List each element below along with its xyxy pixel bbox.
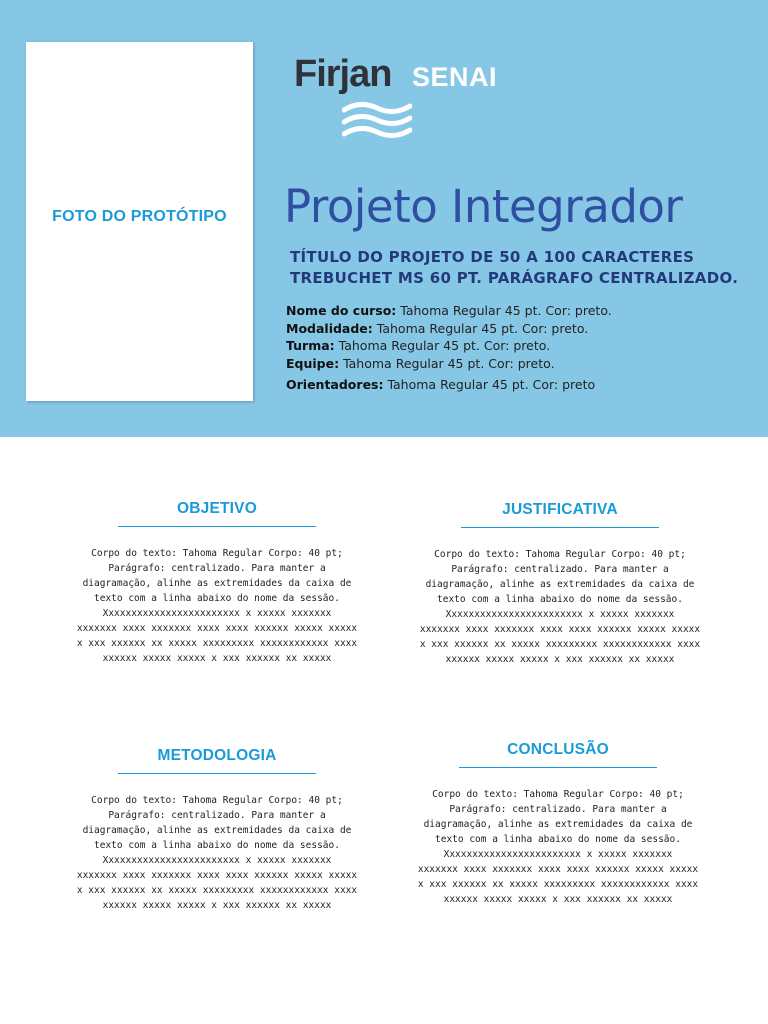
body-line: diagramação, alinhe as extremidades da caixa de: [82, 578, 352, 589]
body-line: xxxxxxx xxxx xxxxxxx xxxx xxxx xxxxxx xxxxx xxxxx: [419, 624, 701, 635]
subtitle-line: TÍTULO DO PROJETO DE 50 A 100 CARACTERES: [290, 248, 695, 266]
section-justificativa: [410, 500, 710, 667]
section-metodologia: [67, 746, 367, 913]
body-line: x xxx xxxxxx xx xxxxx xxxxxxxxx xxxxxxxxxxxx xxxx: [76, 638, 358, 649]
info-team: [286, 355, 746, 373]
body-line: xxxxxx xxxxx xxxxx x xxx xxxxxx xx xxxxx: [102, 653, 332, 664]
info-class: [286, 337, 746, 355]
section-underline: [461, 527, 659, 528]
body-line: Xxxxxxxxxxxxxxxxxxxxxxxx x xxxxx xxxxxxx: [102, 608, 332, 619]
body-line: Xxxxxxxxxxxxxxxxxxxxxxxx x xxxxx xxxxxxx: [102, 855, 332, 866]
section-body-text: [408, 787, 708, 907]
body-line: texto com a linha abaixo do nome da sessão.: [94, 593, 340, 604]
body-line: x xxx xxxxxx xx xxxxx xxxxxxxxx xxxxxxxxxxxx xxxx: [417, 879, 699, 890]
info-key: Orientadores:: [286, 377, 384, 392]
body-line: Corpo do texto: Tahoma Regular Corpo: 40 pt;: [91, 795, 343, 806]
body-line: xxxxxxx xxxx xxxxxxx xxxx xxxx xxxxxx xxxxx xxxxx: [76, 870, 358, 881]
body-line: xxxxxxx xxxx xxxxxxx xxxx xxxx xxxxxx xxxxx xxxxx: [76, 623, 358, 634]
info-value: Tahoma Regular 45 pt. Cor: preto.: [396, 303, 612, 318]
subtitle-line: TREBUCHET MS 60 PT. PARÁGRAFO CENTRALIZADO.: [290, 269, 739, 287]
body-line: Parágrafo: centralizado. Para manter a: [108, 563, 326, 574]
info-advisors: [286, 376, 746, 394]
body-line: Corpo do texto: Tahoma Regular Corpo: 40 pt;: [432, 789, 684, 800]
body-line: Parágrafo: centralizado. Para manter a: [451, 564, 669, 575]
firjan-senai-logo: [294, 52, 514, 152]
section-underline: [118, 526, 316, 527]
photo-placeholder-label: FOTO DO PROTÓTIPO: [52, 207, 227, 225]
info-value: Tahoma Regular 45 pt. Cor: preto: [383, 377, 596, 392]
body-line: Xxxxxxxxxxxxxxxxxxxxxxxx x xxxxx xxxxxxx: [445, 609, 675, 620]
body-line: Corpo do texto: Tahoma Regular Corpo: 40 pt;: [91, 548, 343, 559]
project-subtitle: [290, 247, 750, 289]
prototype-photo-placeholder: [26, 42, 253, 401]
section-heading: JUSTIFICATIVA: [502, 501, 618, 518]
info-course-name: [286, 302, 746, 320]
section-body-text: [67, 546, 367, 666]
course-info-list: [286, 302, 746, 394]
info-key: Modalidade:: [286, 320, 373, 336]
body-line: texto com a linha abaixo do nome da sessão.: [94, 840, 340, 851]
info-modality: [286, 320, 746, 338]
body-line: xxxxxx xxxxx xxxxx x xxx xxxxxx xx xxxxx: [443, 894, 673, 905]
body-line: x xxx xxxxxx xx xxxxx xxxxxxxxx xxxxxxxxxxxx xxxx: [419, 639, 701, 650]
logo-waves-icon: [342, 100, 412, 146]
section-heading: METODOLOGIA: [157, 747, 277, 764]
project-title: Projeto Integrador: [284, 180, 683, 233]
logo-senai-text: SENAI: [412, 62, 498, 92]
body-line: xxxxxx xxxxx xxxxx x xxx xxxxxx xx xxxxx: [102, 900, 332, 911]
body-line: x xxx xxxxxx xx xxxxx xxxxxxxxx xxxxxxxxxxxx xxxx: [76, 885, 358, 896]
body-line: diagramação, alinhe as extremidades da caixa de: [82, 825, 352, 836]
section-heading: OBJETIVO: [177, 500, 257, 517]
section-body-text: [410, 547, 710, 667]
logo-firjan-text: Firjan: [294, 53, 392, 95]
section-objetivo: [67, 499, 367, 666]
body-line: diagramação, alinhe as extremidades da caixa de: [423, 819, 693, 830]
info-key: Nome do curso:: [286, 303, 397, 318]
info-key: Turma:: [286, 338, 335, 353]
info-key: Equipe:: [286, 355, 340, 371]
section-underline: [118, 773, 316, 774]
body-line: texto com a linha abaixo do nome da sessão.: [437, 594, 683, 605]
body-line: xxxxxx xxxxx xxxxx x xxx xxxxxx xx xxxxx: [445, 654, 675, 665]
body-line: Corpo do texto: Tahoma Regular Corpo: 40 pt;: [434, 549, 686, 560]
body-line: xxxxxxx xxxx xxxxxxx xxxx xxxx xxxxxx xxxxx xxxxx: [417, 864, 699, 875]
info-value: Tahoma Regular 45 pt. Cor: preto.: [334, 338, 551, 353]
section-conclusao: [408, 740, 708, 907]
info-value: Tahoma Regular 45 pt. Cor: preto.: [339, 355, 555, 371]
body-line: diagramação, alinhe as extremidades da caixa de: [425, 579, 695, 590]
header-banner: [0, 0, 768, 437]
body-line: texto com a linha abaixo do nome da sessão.: [435, 834, 681, 845]
section-underline: [459, 767, 657, 768]
section-body-text: [67, 793, 367, 913]
section-heading: CONCLUSÃO: [507, 741, 609, 758]
body-line: Parágrafo: centralizado. Para manter a: [449, 804, 667, 815]
info-value: Tahoma Regular 45 pt. Cor: preto.: [372, 320, 589, 336]
body-line: Parágrafo: centralizado. Para manter a: [108, 810, 326, 821]
body-line: Xxxxxxxxxxxxxxxxxxxxxxxx x xxxxx xxxxxxx: [443, 849, 673, 860]
